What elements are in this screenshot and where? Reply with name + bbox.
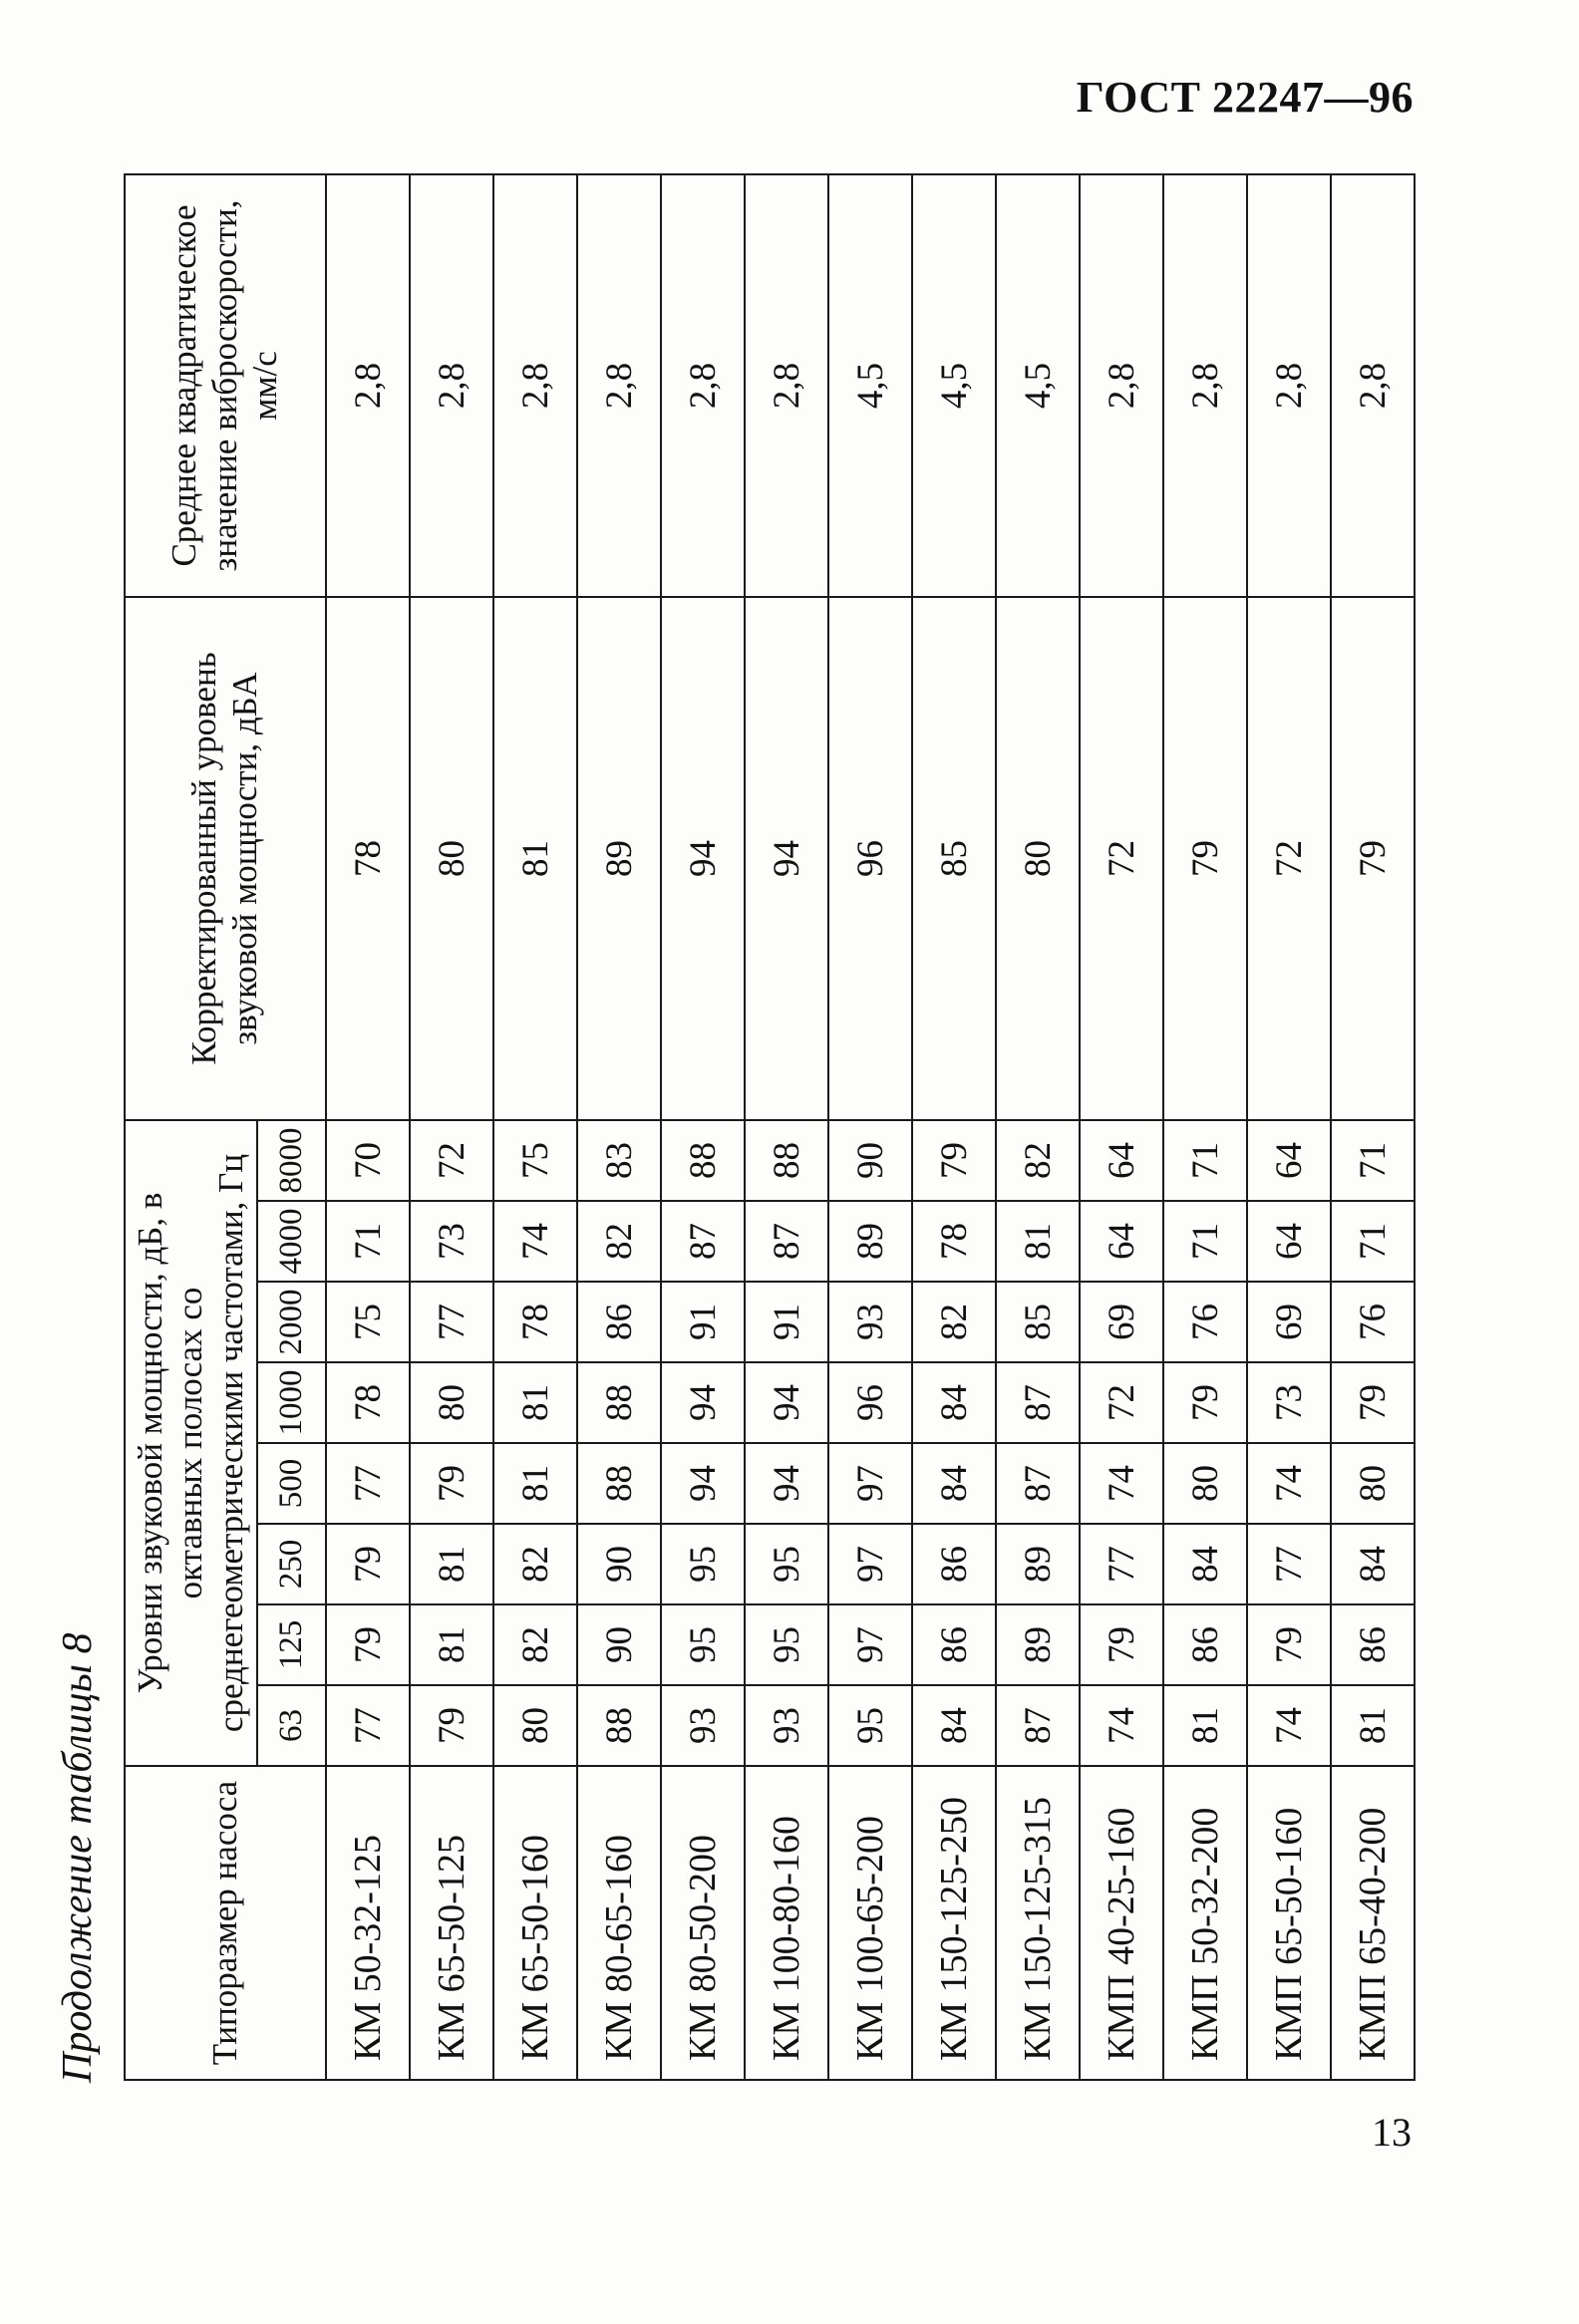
table-row (661, 174, 745, 2080)
vibration-cell: 4,5 (996, 174, 1080, 597)
table-row (996, 174, 1080, 2080)
corrected-level-cell: 72 (1247, 597, 1331, 1120)
level-cell: 82 (912, 1282, 996, 1362)
pump-size-cell: КМ 100-80-160 (745, 1766, 828, 2080)
table-row (1080, 174, 1163, 2080)
level-cell: 94 (661, 1362, 745, 1443)
pump-size-cell: КМ 150-125-315 (996, 1766, 1080, 2080)
level-cell: 86 (577, 1282, 661, 1362)
pump-size-cell: КМ 150-125-250 (912, 1766, 996, 2080)
table-row (1163, 174, 1247, 2080)
level-cell: 71 (326, 1201, 410, 1282)
level-cell: 79 (410, 1443, 493, 1524)
level-cell: 77 (1080, 1524, 1163, 1604)
level-cell: 78 (493, 1282, 577, 1362)
vibration-cell: 4,5 (828, 174, 912, 597)
corrected-level-cell: 94 (661, 597, 745, 1120)
pump-size-cell: КМП 40-25-160 (1080, 1766, 1163, 2080)
level-cell: 95 (745, 1524, 828, 1604)
level-cell: 90 (577, 1524, 661, 1604)
level-cell: 77 (410, 1282, 493, 1362)
level-cell: 79 (1163, 1362, 1247, 1443)
level-cell: 82 (996, 1120, 1080, 1201)
vibration-cell: 2,8 (1331, 174, 1415, 597)
level-cell: 76 (1163, 1282, 1247, 1362)
level-cell: 93 (661, 1685, 745, 1766)
frequency-header: 8000 (257, 1120, 326, 1201)
level-cell: 89 (828, 1201, 912, 1282)
corrected-level-cell: 81 (493, 597, 577, 1120)
rotated-table-wrapper (124, 175, 1416, 2081)
level-cell: 78 (326, 1362, 410, 1443)
level-cell: 78 (912, 1201, 996, 1282)
frequency-header: 63 (257, 1685, 326, 1766)
corrected-level-cell: 80 (996, 597, 1080, 1120)
frequency-header: 125 (257, 1604, 326, 1685)
frequency-header: 250 (257, 1524, 326, 1604)
vibration-cell: 2,8 (1080, 174, 1163, 597)
level-cell: 77 (326, 1685, 410, 1766)
frequency-header: 500 (257, 1443, 326, 1524)
corrected-level-cell: 89 (577, 597, 661, 1120)
level-cell: 81 (493, 1443, 577, 1524)
pump-size-cell: КМП 65-40-200 (1331, 1766, 1415, 2080)
pump-size-cell: КМ 65-50-160 (493, 1766, 577, 2080)
frequency-header: 2000 (257, 1282, 326, 1362)
level-cell: 74 (1247, 1443, 1331, 1524)
level-cell: 71 (1331, 1201, 1415, 1282)
level-cell: 81 (493, 1362, 577, 1443)
pump-size-cell: КМ 50-32-125 (326, 1766, 410, 2080)
level-cell: 95 (661, 1604, 745, 1685)
pump-size-cell: КМП 65-50-160 (1247, 1766, 1331, 2080)
level-cell: 87 (996, 1685, 1080, 1766)
corrected-level-cell: 94 (745, 597, 828, 1120)
level-cell: 88 (577, 1443, 661, 1524)
table-row (326, 174, 410, 2080)
level-cell: 94 (745, 1443, 828, 1524)
level-cell: 94 (745, 1362, 828, 1443)
level-cell: 86 (1163, 1604, 1247, 1685)
pump-size-cell: КМ 100-65-200 (828, 1766, 912, 2080)
level-cell: 81 (1163, 1685, 1247, 1766)
vibration-cell: 2,8 (1163, 174, 1247, 597)
level-cell: 70 (326, 1120, 410, 1201)
table-row (828, 174, 912, 2080)
level-cell: 73 (410, 1201, 493, 1282)
level-cell: 79 (912, 1120, 996, 1201)
level-cell: 89 (996, 1604, 1080, 1685)
level-cell: 69 (1247, 1282, 1331, 1362)
level-cell: 88 (745, 1120, 828, 1201)
level-cell: 91 (661, 1282, 745, 1362)
level-cell: 84 (912, 1443, 996, 1524)
corrected-level-cell: 79 (1331, 597, 1415, 1120)
level-cell: 71 (1163, 1120, 1247, 1201)
level-cell: 86 (1331, 1604, 1415, 1685)
level-cell: 64 (1247, 1120, 1331, 1201)
pump-size-cell: КМ 65-50-125 (410, 1766, 493, 2080)
corrected-level-cell: 96 (828, 597, 912, 1120)
level-cell: 84 (912, 1685, 996, 1766)
level-cell: 87 (661, 1201, 745, 1282)
level-cell: 64 (1080, 1201, 1163, 1282)
level-cell: 94 (661, 1443, 745, 1524)
level-cell: 86 (912, 1524, 996, 1604)
table-row (1247, 174, 1331, 2080)
table-row (410, 174, 493, 2080)
level-cell: 87 (745, 1201, 828, 1282)
level-cell: 74 (1080, 1685, 1163, 1766)
level-cell: 88 (577, 1362, 661, 1443)
level-cell: 80 (410, 1362, 493, 1443)
corrected-level-cell: 72 (1080, 597, 1163, 1120)
vibration-cell: 2,8 (745, 174, 828, 597)
noise-vibration-table (124, 173, 1416, 2081)
level-cell: 88 (661, 1120, 745, 1201)
level-cell: 77 (1247, 1524, 1331, 1604)
level-cell: 85 (996, 1282, 1080, 1362)
level-cell: 75 (493, 1120, 577, 1201)
standard-number: ГОСТ 22247—96 (1076, 73, 1414, 122)
level-cell: 90 (577, 1604, 661, 1685)
level-cell: 83 (577, 1120, 661, 1201)
corrected-level-cell: 85 (912, 597, 996, 1120)
vibration-cell: 2,8 (1247, 174, 1331, 597)
level-cell: 82 (493, 1604, 577, 1685)
level-cell: 95 (661, 1524, 745, 1604)
level-cell: 93 (828, 1282, 912, 1362)
level-cell: 84 (1331, 1524, 1415, 1604)
level-cell: 93 (745, 1685, 828, 1766)
table-row (912, 174, 996, 2080)
pump-size-cell: КМ 80-50-200 (661, 1766, 745, 2080)
header-pump-size: Типоразмер насоса (125, 1766, 326, 2080)
level-cell: 96 (828, 1362, 912, 1443)
level-cell: 77 (326, 1443, 410, 1524)
corrected-level-cell: 80 (410, 597, 493, 1120)
level-cell: 80 (493, 1685, 577, 1766)
level-cell: 91 (745, 1282, 828, 1362)
level-cell: 84 (912, 1362, 996, 1443)
table-row (493, 174, 577, 2080)
level-cell: 64 (1247, 1201, 1331, 1282)
corrected-level-cell: 79 (1163, 597, 1247, 1120)
level-cell: 69 (1080, 1282, 1163, 1362)
level-cell: 97 (828, 1524, 912, 1604)
level-cell: 74 (493, 1201, 577, 1282)
level-cell: 84 (1163, 1524, 1247, 1604)
level-cell: 90 (828, 1120, 912, 1201)
level-cell: 81 (410, 1604, 493, 1685)
level-cell: 95 (828, 1685, 912, 1766)
level-cell: 89 (996, 1524, 1080, 1604)
frequency-header: 1000 (257, 1362, 326, 1443)
level-cell: 97 (828, 1443, 912, 1524)
pump-size-cell: КМ 80-65-160 (577, 1766, 661, 2080)
vibration-cell: 2,8 (661, 174, 745, 597)
header-sound-power-levels: Уровни звуковой мощности, дБ, в октавных полосах со среднегеометрическими частотами, Гц (125, 1120, 257, 1766)
pump-size-cell: КМП 50-32-200 (1163, 1766, 1247, 2080)
level-cell: 73 (1247, 1362, 1331, 1443)
level-cell: 71 (1331, 1120, 1415, 1201)
header-vibration: Среднее квадратическое значение виброскорости, мм/с (125, 174, 326, 597)
level-cell: 79 (1080, 1604, 1163, 1685)
level-cell: 97 (828, 1604, 912, 1685)
level-cell: 76 (1331, 1282, 1415, 1362)
level-cell: 88 (577, 1685, 661, 1766)
level-cell: 80 (1331, 1443, 1415, 1524)
vibration-cell: 2,8 (493, 174, 577, 597)
level-cell: 81 (1331, 1685, 1415, 1766)
vibration-cell: 4,5 (912, 174, 996, 597)
table-caption: Продолжение таблицы 8 (55, 1632, 101, 2083)
level-cell: 79 (410, 1685, 493, 1766)
level-cell: 87 (996, 1362, 1080, 1443)
header-corrected-level: Корректированный уровень звуковой мощности, дБА (125, 597, 326, 1120)
table-row (1331, 174, 1415, 2080)
level-cell: 79 (1247, 1604, 1331, 1685)
level-cell: 79 (1331, 1362, 1415, 1443)
page-number: 13 (1372, 2110, 1412, 2155)
vibration-cell: 2,8 (326, 174, 410, 597)
table-row (577, 174, 661, 2080)
level-cell: 72 (1080, 1362, 1163, 1443)
level-cell: 87 (996, 1443, 1080, 1524)
level-cell: 75 (326, 1282, 410, 1362)
level-cell: 86 (912, 1604, 996, 1685)
level-cell: 74 (1080, 1443, 1163, 1524)
level-cell: 79 (326, 1524, 410, 1604)
level-cell: 82 (493, 1524, 577, 1604)
vibration-cell: 2,8 (410, 174, 493, 597)
level-cell: 72 (410, 1120, 493, 1201)
corrected-level-cell: 78 (326, 597, 410, 1120)
level-cell: 81 (996, 1201, 1080, 1282)
vibration-cell: 2,8 (577, 174, 661, 597)
level-cell: 64 (1080, 1120, 1163, 1201)
frequency-header: 4000 (257, 1201, 326, 1282)
level-cell: 95 (745, 1604, 828, 1685)
level-cell: 80 (1163, 1443, 1247, 1524)
level-cell: 74 (1247, 1685, 1331, 1766)
level-cell: 79 (326, 1604, 410, 1685)
level-cell: 82 (577, 1201, 661, 1282)
level-cell: 81 (410, 1524, 493, 1604)
table-row (745, 174, 828, 2080)
level-cell: 71 (1163, 1201, 1247, 1282)
